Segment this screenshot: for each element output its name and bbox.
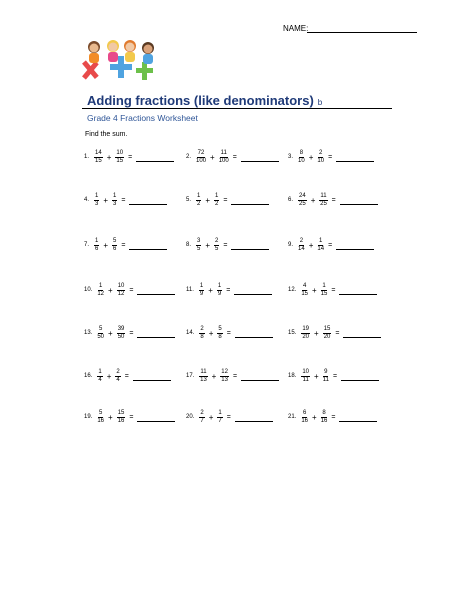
plus-sign: + <box>208 285 213 295</box>
problem <box>84 364 171 388</box>
problem <box>84 145 174 169</box>
answer-blank[interactable] <box>343 337 381 338</box>
numerator: 12 <box>221 368 228 375</box>
numerator: 2 <box>200 409 204 416</box>
equals-sign: = <box>121 196 126 204</box>
numerator: 1 <box>98 368 102 375</box>
plus-sign: + <box>103 195 109 205</box>
worksheet-subtitle: Grade 4 Fractions Worksheet <box>87 113 198 123</box>
problem <box>288 278 377 302</box>
denominator: 4 <box>98 376 102 383</box>
answer-blank[interactable] <box>235 421 273 422</box>
fraction-b <box>317 150 324 165</box>
problem-number: 5. <box>186 197 192 203</box>
fraction-b <box>319 193 327 208</box>
answer-blank[interactable] <box>340 204 378 205</box>
numerator: 1 <box>322 282 326 289</box>
fraction-b <box>323 369 329 384</box>
fraction-b <box>112 238 117 253</box>
numerator: 24 <box>299 192 306 199</box>
answer-blank[interactable] <box>336 249 374 250</box>
problem <box>186 364 279 388</box>
fraction-b <box>115 369 120 384</box>
fraction-a <box>196 150 206 165</box>
answer-blank[interactable] <box>241 380 279 381</box>
denominator: 25 <box>299 200 306 207</box>
numerator: 5 <box>99 325 103 332</box>
fraction-b <box>117 326 126 341</box>
plus-sign: + <box>210 152 215 162</box>
denominator: 10 <box>317 157 325 164</box>
numerator: 39 <box>117 325 125 332</box>
equals-sign: = <box>129 286 134 294</box>
problem <box>186 145 279 169</box>
fraction-b <box>321 283 328 298</box>
fraction-b <box>117 410 126 425</box>
denominator: 7 <box>218 417 222 424</box>
numerator: 10 <box>302 368 310 375</box>
equals-sign: = <box>121 241 126 249</box>
numerator: 2 <box>299 237 304 244</box>
fraction-b <box>220 369 229 384</box>
problem-number: 4. <box>84 197 90 203</box>
fraction-a <box>97 326 104 341</box>
denominator: 12 <box>117 290 125 297</box>
plus-sign: + <box>106 152 112 162</box>
problem-number: 17. <box>186 373 195 379</box>
fraction-a <box>199 283 204 298</box>
denominator: 6 <box>113 245 117 252</box>
fraction-a <box>301 410 308 425</box>
equals-sign: = <box>223 196 228 204</box>
problem <box>84 405 175 429</box>
numerator: 5 <box>113 237 117 244</box>
problem-number: 11. <box>186 287 194 293</box>
numerator: 1 <box>197 192 201 199</box>
numerator: 10 <box>117 282 125 289</box>
denominator: 15 <box>301 290 309 297</box>
problem-number: 1. <box>84 154 90 160</box>
numerator: 2 <box>200 325 204 332</box>
denominator: 50 <box>97 333 105 340</box>
denominator: 16 <box>301 417 309 424</box>
plus-sign: + <box>108 328 113 338</box>
fraction-a <box>298 238 305 253</box>
answer-blank[interactable] <box>137 337 175 338</box>
denominator: 9 <box>199 290 204 297</box>
equals-sign: = <box>331 196 336 204</box>
fraction-a <box>298 150 305 165</box>
numerator: 1 <box>113 192 117 199</box>
equals-sign: = <box>129 329 134 337</box>
denominator: 2 <box>215 200 219 207</box>
fraction-a <box>97 283 104 298</box>
denominator: 50 <box>117 333 125 340</box>
fraction-b <box>219 150 229 165</box>
denominator: 5 <box>197 245 201 252</box>
denominator: 100 <box>218 157 229 164</box>
numerator: 9 <box>324 368 328 375</box>
problem <box>288 321 381 345</box>
equals-sign: = <box>226 413 231 421</box>
fraction-b <box>112 193 117 208</box>
answer-blank[interactable] <box>339 421 377 422</box>
denominator: 5 <box>215 245 219 252</box>
numerator: 11 <box>320 192 327 199</box>
numerator: 1 <box>95 192 99 199</box>
denominator: 2 <box>197 200 201 207</box>
denominator: 11 <box>322 376 329 383</box>
problem-number: 3. <box>288 154 294 160</box>
answer-blank[interactable] <box>133 380 171 381</box>
fraction-a <box>301 326 310 341</box>
fraction-a <box>301 283 308 298</box>
problem-number: 12. <box>288 287 297 293</box>
problem-number: 6. <box>288 197 294 203</box>
fraction-b <box>217 326 222 341</box>
plus-sign: + <box>103 240 109 250</box>
answer-blank[interactable] <box>339 294 377 295</box>
numerator: 1 <box>218 409 222 416</box>
denominator: 4 <box>116 376 120 383</box>
equals-sign: = <box>328 241 333 249</box>
plus-sign: + <box>308 240 314 250</box>
denominator: 3 <box>95 200 99 207</box>
plus-sign: + <box>108 412 113 422</box>
numerator: 11 <box>220 149 227 156</box>
problem-number: 2. <box>186 154 192 160</box>
plus-sign: + <box>314 328 319 338</box>
fraction-a <box>199 369 207 384</box>
answer-blank[interactable] <box>234 294 272 295</box>
answer-blank[interactable] <box>336 161 374 162</box>
problem <box>186 278 272 302</box>
answer-blank[interactable] <box>235 337 273 338</box>
numerator: 8 <box>299 149 304 156</box>
plus-sign: + <box>310 195 316 205</box>
plus-sign: + <box>312 412 317 422</box>
answer-blank[interactable] <box>137 421 175 422</box>
denominator: 8 <box>200 333 204 340</box>
numerator: 1 <box>217 282 222 289</box>
fraction-a <box>301 369 310 384</box>
fraction-b <box>217 410 222 425</box>
problem-number: 20. <box>186 414 195 420</box>
denominator: 15 <box>116 157 124 164</box>
denominator: 8 <box>218 333 222 340</box>
numerator: 11 <box>200 368 207 375</box>
fraction-a <box>196 238 201 253</box>
name-label: NAME: <box>283 24 309 33</box>
denominator: 7 <box>200 417 204 424</box>
equals-sign: = <box>232 372 238 380</box>
denominator: 100 <box>196 157 207 164</box>
denominator: 3 <box>113 200 117 207</box>
problem <box>288 145 374 169</box>
answer-blank[interactable] <box>137 294 175 295</box>
problem-number: 18. <box>288 373 297 379</box>
denominator: 25 <box>320 200 327 207</box>
plus-sign: + <box>205 195 211 205</box>
denominator: 14 <box>317 245 325 252</box>
equals-sign: = <box>124 372 129 380</box>
numerator: 2 <box>319 149 323 156</box>
denominator: 14 <box>298 245 305 252</box>
denominator: 16 <box>97 417 105 424</box>
fraction-a <box>199 410 204 425</box>
fraction-b <box>317 238 324 253</box>
numerator: 1 <box>199 282 204 289</box>
problem-number: 15. <box>288 330 297 336</box>
problem <box>186 321 273 345</box>
numerator: 8 <box>322 409 326 416</box>
numerator: 1 <box>319 237 323 244</box>
kids-math-logo <box>80 38 162 82</box>
equals-sign: = <box>223 241 228 249</box>
equals-sign: = <box>332 372 338 380</box>
problem <box>186 233 269 257</box>
problem-number: 14. <box>186 330 195 336</box>
equals-sign: = <box>129 413 134 421</box>
problem <box>288 188 378 212</box>
numerator: 15 <box>323 325 331 332</box>
answer-blank[interactable] <box>341 380 379 381</box>
problem <box>84 233 167 257</box>
numerator: 4 <box>303 282 307 289</box>
fraction-a <box>298 193 307 208</box>
numerator: 5 <box>99 409 103 416</box>
plus-sign: + <box>208 412 214 422</box>
plus-sign: + <box>106 371 112 381</box>
numerator: 6 <box>303 409 307 416</box>
equals-sign: = <box>335 329 340 337</box>
problem-number: 21. <box>288 414 297 420</box>
answer-blank[interactable] <box>129 204 167 205</box>
problem <box>84 278 175 302</box>
problem-number: 13. <box>84 330 93 336</box>
fraction-b <box>214 238 219 253</box>
equals-sign: = <box>232 153 237 161</box>
fraction-a <box>97 369 102 384</box>
fraction-a <box>94 238 99 253</box>
problem-number: 7. <box>84 242 90 248</box>
denominator: 9 <box>217 290 222 297</box>
problem <box>288 405 377 429</box>
problem <box>84 321 175 345</box>
numerator: 5 <box>218 325 222 332</box>
denominator: 20 <box>302 333 310 340</box>
answer-blank[interactable] <box>129 249 167 250</box>
equals-sign: = <box>128 153 133 161</box>
fraction-b <box>321 410 328 425</box>
title-underline <box>82 108 392 109</box>
denominator: 20 <box>323 333 331 340</box>
numerator: 19 <box>302 325 310 332</box>
numerator: 2 <box>116 368 120 375</box>
problem <box>288 364 379 388</box>
numerator: 15 <box>117 409 125 416</box>
denominator: 16 <box>320 417 328 424</box>
fraction-b <box>214 193 219 208</box>
plus-sign: + <box>314 371 319 381</box>
denominator: 6 <box>95 245 99 252</box>
denominator: 15 <box>95 157 102 164</box>
equals-sign: = <box>331 286 336 294</box>
plus-sign: + <box>108 285 113 295</box>
numerator: 1 <box>215 192 219 199</box>
equals-sign: = <box>331 413 336 421</box>
answer-blank[interactable] <box>231 249 269 250</box>
numerator: 3 <box>197 237 201 244</box>
title-suffix: b <box>317 98 323 107</box>
instructions: Find the sum. <box>85 131 128 138</box>
denominator: 12 <box>97 290 105 297</box>
denominator: 11 <box>302 376 309 383</box>
name-input-line[interactable] <box>307 32 417 33</box>
denominator: 15 <box>320 290 328 297</box>
numerator: 2 <box>215 237 219 244</box>
denominator: 13 <box>221 376 228 383</box>
denominator: 16 <box>117 417 125 424</box>
fraction-b <box>323 326 332 341</box>
fraction-a <box>94 150 103 165</box>
fraction-a <box>196 193 201 208</box>
answer-blank[interactable] <box>136 161 174 162</box>
plus-sign: + <box>312 285 317 295</box>
fraction-b <box>117 283 126 298</box>
equals-sign: = <box>226 286 231 294</box>
answer-blank[interactable] <box>231 204 269 205</box>
denominator: 10 <box>298 157 305 164</box>
numerator: 10 <box>116 149 124 156</box>
plus-sign: + <box>211 371 217 381</box>
problem-number: 19. <box>84 414 93 420</box>
page-title: Adding fractions (like denominators) <box>87 93 314 108</box>
plus-sign: + <box>208 328 214 338</box>
answer-blank[interactable] <box>241 161 279 162</box>
numerator: 1 <box>95 237 99 244</box>
numerator: 1 <box>99 282 103 289</box>
fraction-b <box>217 283 222 298</box>
problem <box>288 233 374 257</box>
fraction-a <box>94 193 99 208</box>
numerator: 72 <box>197 149 205 156</box>
problem <box>84 188 167 212</box>
plus-sign: + <box>205 240 211 250</box>
equals-sign: = <box>328 153 333 161</box>
fraction-a <box>199 326 204 341</box>
problem-number: 9. <box>288 242 294 248</box>
problem <box>186 405 273 429</box>
denominator: 13 <box>200 376 207 383</box>
plus-sign: + <box>308 152 314 162</box>
problem <box>186 188 269 212</box>
equals-sign: = <box>226 329 231 337</box>
fraction-b <box>115 150 124 165</box>
problem-number: 8. <box>186 242 192 248</box>
problem-number: 10. <box>84 287 93 293</box>
numerator: 14 <box>95 149 102 156</box>
problem-number: 16. <box>84 373 93 379</box>
fraction-a <box>97 410 104 425</box>
